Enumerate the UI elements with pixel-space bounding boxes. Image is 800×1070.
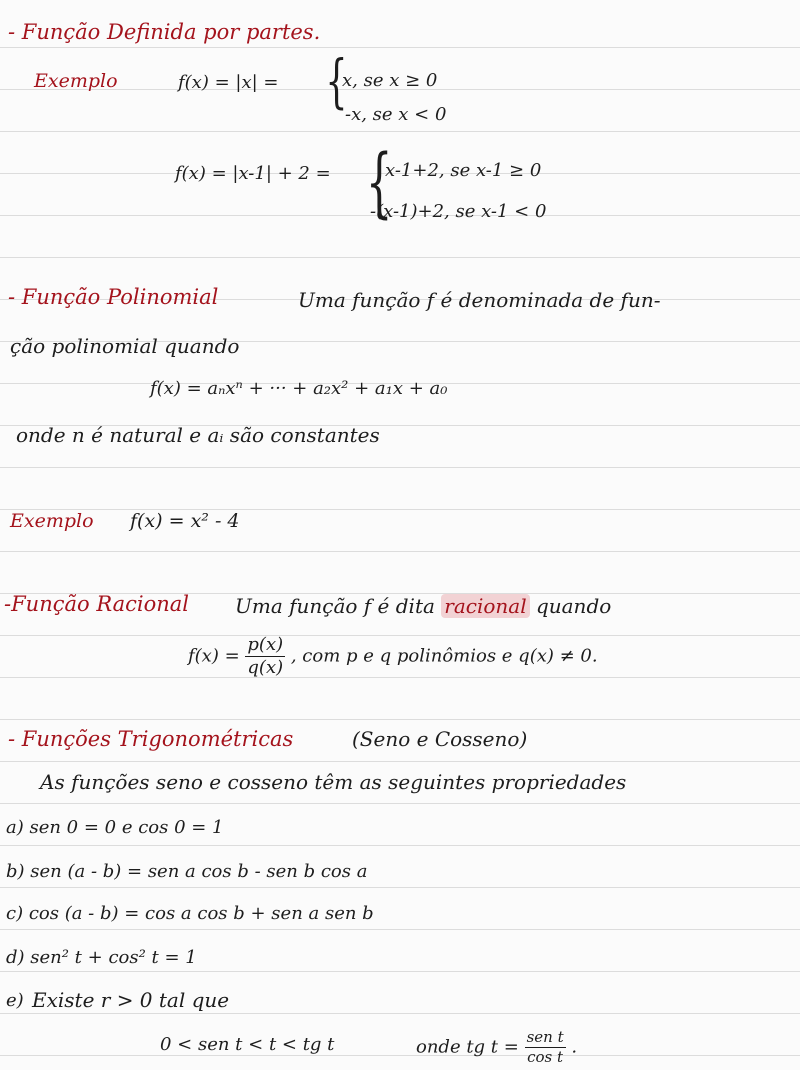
trig-intro: As funções seno e cosseno têm as seguintes propriedades [40,770,627,794]
example2-case-2: -(x-1)+2, se x-1 < 0 [370,201,547,222]
example1-case-2: -x, se x < 0 [345,104,447,125]
property-a: a) sen 0 = 0 e cos 0 = 1 [6,817,224,838]
example1-case-1: x, se x ≥ 0 [342,70,438,91]
rational-formula [188,636,598,677]
example2-case-1: x-1+2, se x-1 ≥ 0 [385,160,542,181]
property-d: d) sen² t + cos² t = 1 [6,947,197,968]
tangent-end: . [571,1036,578,1058]
property-b: b) sen (a - b) = sen a cos b - sen b cos a [6,861,368,882]
tangent-fraction [525,1030,566,1065]
trig-inequality: 0 < sen t < t < tg t [160,1034,335,1055]
trig-subtitle: (Seno e Cosseno) [352,727,528,751]
polynomial-description-3: onde n é natural e aᵢ são constantes [16,423,380,447]
property-e-label: e) [6,990,24,1011]
polynomial-description-2: ção polinomial quando [10,334,240,358]
fraction-denominator: q(x) [247,657,284,678]
rational-description [235,594,611,618]
rational-lhs: f(x) = [188,645,240,667]
example2-lhs: f(x) = |x-1| + 2 = [175,163,331,184]
fraction-numerator: sen t [526,1028,564,1046]
fraction-denominator: cos t [527,1048,564,1066]
section-title-polynomial: - Função Polinomial [8,285,219,309]
rational-description-a: Uma função f é dita [235,594,435,618]
brace-icon: { [325,47,348,115]
rational-highlight: racional [441,594,529,618]
section-title-rational: -Função Racional [4,592,190,616]
rational-condition: , com p e q polinômios e q(x) ≠ 0. [290,645,598,667]
example-label: Exemplo [34,70,118,92]
polynomial-description-1: Uma função f é denominada de fun- [298,288,661,312]
example-label: Exemplo [10,510,94,532]
section-title-piecewise: - Função Definida por partes. [8,20,321,44]
tangent-definition [416,1030,577,1065]
brace-icon: { [365,137,393,226]
section-title-trigonometric: - Funções Trigonométricas [8,727,294,751]
fraction-numerator: p(x) [247,634,284,655]
rational-fraction [245,636,285,677]
property-c: c) cos (a - b) = cos a cos b + sen a sen b [6,903,374,924]
polynomial-example: f(x) = x² - 4 [130,510,240,532]
tangent-lhs: onde tg t = [416,1036,519,1058]
property-e-text: Existe r > 0 tal que [32,988,230,1012]
rational-description-b: quando [535,594,612,618]
polynomial-formula: f(x) = aₙxⁿ + ··· + a₂x² + a₁x + a₀ [150,378,448,399]
example1-lhs: f(x) = |x| = [178,72,279,93]
